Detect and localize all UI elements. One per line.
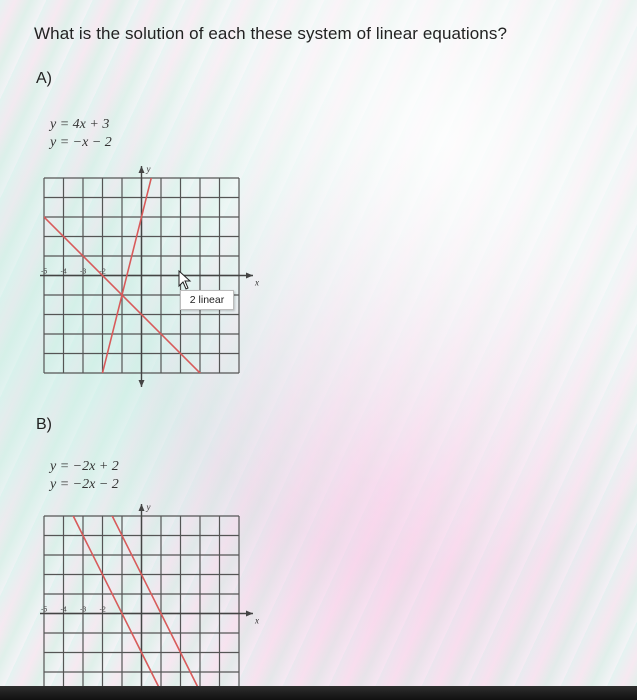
x-tick-label: -2 <box>99 606 106 614</box>
part-b-equation-2: y = −2x − 2 <box>50 477 119 492</box>
x-tick-label: -5 <box>41 268 48 276</box>
part-a-equations <box>50 116 112 152</box>
tooltip: 2 linear <box>180 290 234 310</box>
x-tick-label: -4 <box>60 268 67 276</box>
y-axis-arrow-icon <box>139 504 145 511</box>
part-a-equation-1: y = 4x + 3 <box>50 117 110 132</box>
x-axis-label: x <box>255 277 259 288</box>
y-axis-label: y <box>146 502 151 512</box>
y-axis-label: y <box>146 164 151 174</box>
x-tick-label: -4 <box>60 606 67 614</box>
part-b-equation-1: y = −2x + 2 <box>50 459 119 474</box>
x-axis-arrow-icon <box>246 611 253 617</box>
part-a-graph <box>30 160 260 385</box>
y-axis-arrow-icon <box>139 166 145 173</box>
cursor-arrow-icon <box>178 270 192 290</box>
x-axis-label: x <box>255 615 259 626</box>
part-b-equations <box>50 458 119 494</box>
y-axis-arrow-down-icon <box>139 380 145 387</box>
x-tick-label: -2 <box>99 268 106 276</box>
x-tick-label: -5 <box>41 606 48 614</box>
x-tick-label: -3 <box>80 606 87 614</box>
x-axis-arrow-icon <box>246 273 253 279</box>
question-text: What is the solution of each these system of linear equations? <box>34 24 508 43</box>
part-a-label: A) <box>36 70 52 87</box>
part-a-equation-2: y = −x − 2 <box>50 135 112 150</box>
x-tick-label: -3 <box>80 268 87 276</box>
part-b-label: B) <box>36 416 52 433</box>
part-b-graph <box>30 500 260 690</box>
screen-bottom-bezel <box>0 686 637 700</box>
